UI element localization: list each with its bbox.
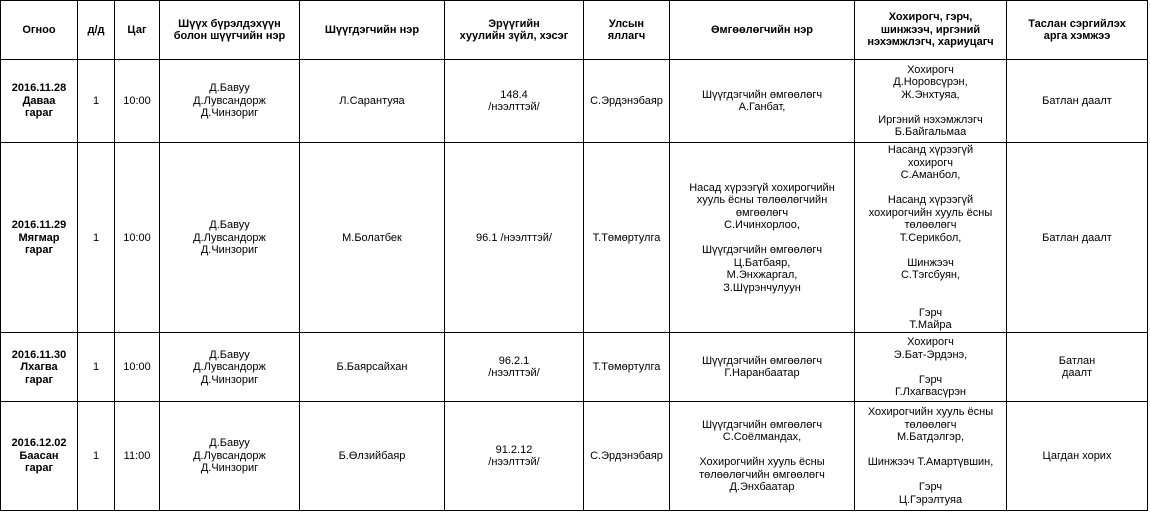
table-row <box>1 143 1148 333</box>
header-prosecutor: Улсын яллагч <box>584 1 670 60</box>
header-victims: Хохирогч, гэрч, шинжээч, иргэний нэхэмжлэгч, хариуцагч <box>855 1 1007 60</box>
cell-judges: Д.Бавуу Д.Лувсандорж Д.Чинзориг <box>160 402 300 511</box>
table-row <box>1 402 1148 511</box>
cell-prosecutor: С.Эрдэнэбаяр <box>584 402 670 511</box>
cell-lawyer: Шүүгдэгчийн өмгөөлөгч Г.Наранбаатар <box>670 333 855 402</box>
cell-number: 1 <box>78 60 115 143</box>
header-date: Огноо <box>1 1 78 60</box>
cell-lawyer: Шүүгдэгчийн өмгөөлөгч С.Соёлмандах, Хохирогчийн хууль ёсны төлөөлөгчийн өмгөөлөгч Д.Энхбаатар <box>670 402 855 511</box>
cell-date: 2016.11.29 Мягмар гараг <box>1 143 78 333</box>
header-article: Эрүүгийн хуулийн зүйл, хэсэг <box>445 1 584 60</box>
cell-judges: Д.Бавуу Д.Лувсандорж Д.Чинзориг <box>160 60 300 143</box>
cell-judges: Д.Бавуу Д.Лувсандорж Д.Чинзориг <box>160 143 300 333</box>
header-time: Цаг <box>115 1 160 60</box>
header-row <box>1 1 1148 60</box>
cell-prosecutor: Т.Төмөртулга <box>584 143 670 333</box>
cell-lawyer: Шүүгдэгчийн өмгөөлөгч А.Ганбат, <box>670 60 855 143</box>
cell-article: 96.2.1 /нээлттэй/ <box>445 333 584 402</box>
cell-victims: Хохирогч Д.Норовсүрэн, Ж.Энхтуяа, Иргэний нэхэмжлэгч Б.Байгальмаа <box>855 60 1007 143</box>
cell-victims: Насанд хүрээгүй хохирогч С.Аманбол, Насанд хүрээгүй хохирогчийн хууль ёсны төлөөлөгч Т.Серикбол, Шинжээч С.Тэгсбуян, Гэрч Т.Майра <box>855 143 1007 333</box>
cell-judges: Д.Бавуу Д.Лувсандорж Д.Чинзориг <box>160 333 300 402</box>
header-judges: Шүүх бүрэлдэхүүн болон шүүгчийн нэр <box>160 1 300 60</box>
cell-date: 2016.12.02 Баасан гараг <box>1 402 78 511</box>
cell-time: 10:00 <box>115 333 160 402</box>
cell-defendant: М.Болатбек <box>300 143 445 333</box>
cell-prosecutor: Т.Төмөртулга <box>584 333 670 402</box>
cell-time: 10:00 <box>115 143 160 333</box>
header-lawyer: Өмгөөлөгчийн нэр <box>670 1 855 60</box>
header-measure: Таслан сэргийлэх арга хэмжээ <box>1007 1 1148 60</box>
cell-time: 11:00 <box>115 402 160 511</box>
header-defendant: Шүүгдэгчийн нэр <box>300 1 445 60</box>
table-row <box>1 60 1148 143</box>
cell-measure: Батлан даалт <box>1007 143 1148 333</box>
cell-date: 2016.11.28 Даваа гараг <box>1 60 78 143</box>
cell-defendant: Б.Баярсайхан <box>300 333 445 402</box>
cell-measure: Батлан даалт <box>1007 333 1148 402</box>
cell-number: 1 <box>78 333 115 402</box>
cell-victims: Хохирогчийн хууль ёсны төлөөлөгч М.Батдэлгэр, Шинжээч Т.Амартүвшин, Гэрч Ц.Гэрэлтуяа <box>855 402 1007 511</box>
cell-article: 148.4 /нээлттэй/ <box>445 60 584 143</box>
cell-lawyer: Насад хүрээгүй хохирогчийн хууль ёсны төлөөлөгчийн өмгөөлөгч С.Ичинхорлоо, Шүүгдэгчийн өмгөөлөгч Ц.Батбаяр, М.Энхжаргал, З.Шүрэнчулуун <box>670 143 855 333</box>
cell-time: 10:00 <box>115 60 160 143</box>
header-number: д/д <box>78 1 115 60</box>
cell-defendant: Б.Өлзийбаяр <box>300 402 445 511</box>
cell-measure: Батлан даалт <box>1007 60 1148 143</box>
cell-date: 2016.11.30 Лхагва гараг <box>1 333 78 402</box>
cell-measure: Цагдан хорих <box>1007 402 1148 511</box>
cell-number: 1 <box>78 143 115 333</box>
table-row <box>1 333 1148 402</box>
cell-article: 91.2.12 /нээлттэй/ <box>445 402 584 511</box>
cell-defendant: Л.Сарантуяа <box>300 60 445 143</box>
cell-article: 96.1 /нээлттэй/ <box>445 143 584 333</box>
cell-victims: Хохирогч Э.Бат-Эрдэнэ, Гэрч Г.Лхагвасүрэн <box>855 333 1007 402</box>
cell-number: 1 <box>78 402 115 511</box>
cell-prosecutor: С.Эрдэнэбаяр <box>584 60 670 143</box>
